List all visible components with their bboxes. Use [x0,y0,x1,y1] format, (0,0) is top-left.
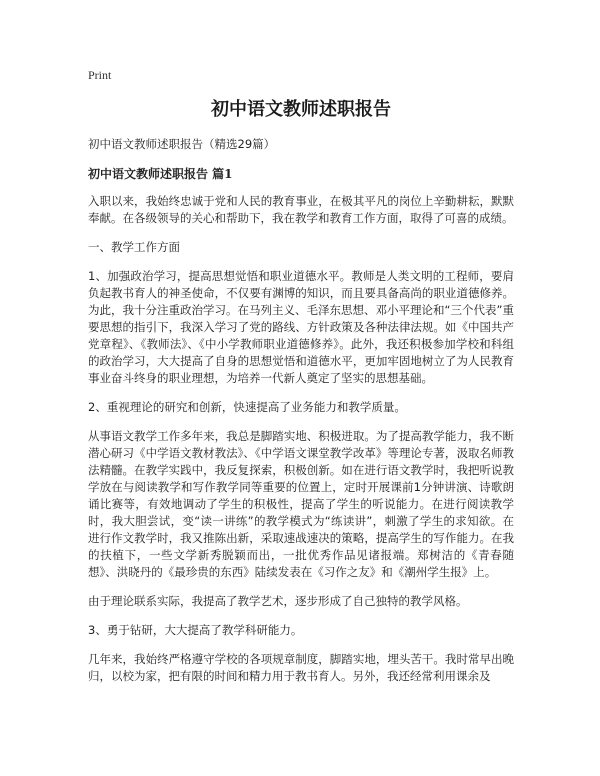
heading-theory-research: 2、重视理论的研究和创新，快速提高了业务能力和教学质量。 [88,400,406,414]
print-link[interactable]: Print [88,68,112,82]
section-title: 初中语文教师述职报告 篇1 [88,167,233,181]
document-title: 初中语文教师述职报告 [211,99,391,120]
heading-research-ability: 3、勇于钻研，大大提高了教学科研能力。 [88,623,303,637]
paragraph-teaching-practice: 从事语文教学工作多年来，我总是脚踏实地、积极进取。为了提高教学能力，我不断潜心研习《中学语文教材教法》、《中学语文课堂教学改革》等理论专著，汲取名师教法精髓。在教学实践中，我反复探索，积极创新。如在进行语文教学时，我把听说教学放在与阅读教学和写作教学同等重要的位置上，定时开展课前1分钟讲演、诗歌朗诵比赛等，有效地调动了学生的积极性，提高了学生的听说能力。在进行阅读教学时，我大胆尝试，变“读一讲练”的教学模式为“练读讲”，刺激了学生的求知欲。在进行作文教学时，我又推陈出新，采取速战速决的策略，提高学生的写作能力。在我的扶植下，一些文学新秀脱颖而出，一批优秀作品见诸报端。郑树洁的《青春随想》、洪晓丹的《最珍贵的东西》陆续发表在《习作之友》和《潮州学生报》上。 [88,429,514,579]
heading-teaching-work: 一、教学工作方面 [88,240,180,254]
paragraph-political-study: 1、加强政治学习，提高思想觉悟和职业道德水平。教师是人类文明的工程师，要肩负起教书育人的神圣使命，不仅要有渊博的知识，而且要具备高尚的职业道德修养。为此，我十分注重政治学习。在马列主义、毛泽东思想、邓小平理论和“三个代表”重要思想的指引下，我深入学习了党的路线、方针政策及各种法律法规。如《中国共产党章程》、《教师法》、《中小学教师职业道德修养》。此外，我还积极参加学校和科组的政治学习，大大提高了自身的思想觉悟和道德水平，更加牢固地树立了为人民教育事业奋斗终身的职业理想，为培养一代新人奠定了坚实的思想基础。 [88,269,514,385]
document-subtitle: 初中语文教师述职报告（精选29篇） [88,137,276,151]
paragraph-diligence: 几年来，我始终严格遵守学校的各项规章制度，脚踏实地，埋头苦干。我时常早出晚归，以校为家，把有限的时间和精力用于教书育人。另外，我还经常利用课余及 [88,652,514,683]
paragraph-teaching-style: 由于理论联系实际，我提高了教学艺术，逐步形成了自己独特的教学风格。 [88,594,468,608]
document-page [88,66,514,697]
paragraph-intro: 入职以来，我始终忠诚于党和人民的教育事业，在极其平凡的岗位上辛勤耕耘，默默奉献。在各级领导的关心和帮助下，我在教学和教育工作方面，取得了可喜的成绩。 [88,194,514,225]
